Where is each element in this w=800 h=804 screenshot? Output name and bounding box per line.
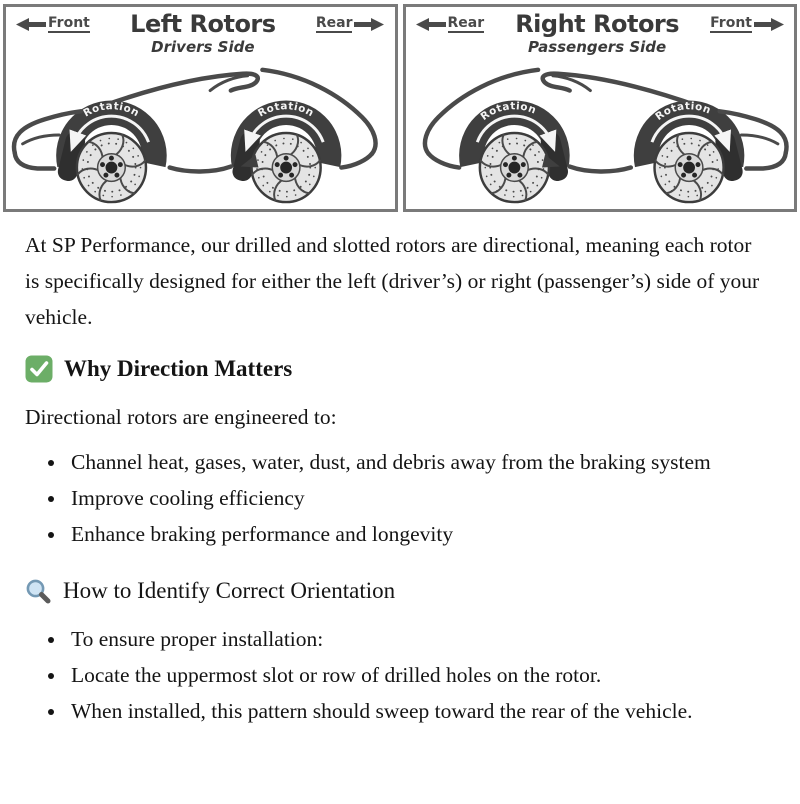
front-direction-label [710,16,784,33]
benefits-list [25,444,770,552]
arrow-right-icon [354,18,384,31]
right-panel-title-block [515,12,679,56]
section-title: How to Identify Correct Orientation [63,578,396,603]
section-heading-identify-orientation [25,574,770,608]
article-body [0,227,800,729]
right-panel-header [406,7,795,57]
direction-text: Rear [447,15,485,31]
right-car-illustration [406,57,795,207]
rotation-label: Rotation [652,100,713,123]
magnifier-icon [25,578,52,605]
arrow-left-icon [416,18,446,31]
section-heading-why-direction-matters [25,352,770,386]
arrow-left-icon [16,18,46,31]
list-item: • Locate the uppermost slot or row of drilled holes on the rotor. [67,657,770,693]
rotation-label: Rotation [255,100,316,120]
list-item: • Channel heat, gases, water, dust, and debris away from the braking system [67,444,770,480]
front-direction-label [16,16,90,33]
left-rotors-panel [3,4,398,212]
direction-text: Front [48,15,90,31]
left-panel-header [6,7,395,57]
direction-text: Rear [315,15,353,31]
rotation-label: Rotation [81,100,142,120]
rotor-direction-diagram [3,4,797,212]
left-panel-title-block [130,12,275,56]
section-lead: Directional rotors are engineered to: [25,405,337,429]
panel-subtitle: Passengers Side [528,38,667,57]
list-item: • When installed, this pattern should sweep toward the rear of the vehicle. [67,693,770,729]
check-icon [25,355,53,383]
rear-direction-label [416,16,485,33]
direction-text: Front [710,15,752,31]
rotation-label: Rotation [478,100,538,123]
section-title: Why Direction Matters [64,356,293,381]
rear-direction-label [316,16,385,33]
list-item: • Enhance braking performance and longevity [67,516,770,552]
list-item: • Improve cooling efficiency [67,480,770,516]
panel-title: Right Rotors [515,10,680,38]
panel-title: Left Rotors [130,10,276,38]
right-rotors-panel [403,4,798,212]
arrow-right-icon [754,18,784,31]
left-car-illustration [6,57,395,207]
panel-subtitle: Drivers Side [151,38,255,57]
intro-paragraph: At SP Performance, our drilled and slotted rotors are directional, meaning each rotor is specifically designed for either the left (driver’s) or right (passenger’s) side of your vehicle. [25,233,760,329]
orientation-steps-list [25,621,770,729]
list-item: • To ensure proper installation: [67,621,770,657]
